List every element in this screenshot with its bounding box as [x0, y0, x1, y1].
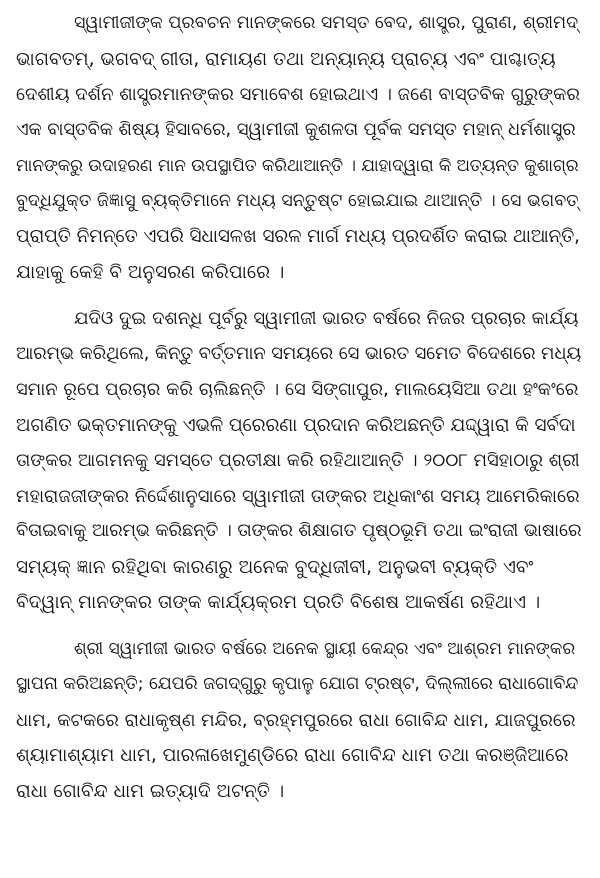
- text-line: ତାଙ୍କର ଆଗମନକୁ ସମସ୍ତେ ପ୍ରତୀକ୍ଷା କରି ରହିଥାଆନ୍ତି । ୨୦୦୮ ମସିହାଠାରୁ ଶ୍ରୀ: [16, 450, 580, 471]
- text-line: ରାଧା ଗୋବିନ୍ଦ ଧାମ ଇତ୍ୟାଦି ଅଟନ୍ତି ।: [16, 780, 285, 802]
- text-line: ଶ୍ରୀ ସ୍ୱାମୀଜୀ ଭାରତ ବର୍ଷରେ ଅନେକ ସ୍ଥାୟୀ କେନ୍ଦ୍ର ଏବଂ ଆଶ୍ରମ ମାନଙ୍କର: [74, 638, 576, 659]
- text-line: ଅଗଣିତ ଭକ୍ତମାନଙ୍କୁ ଏଭଳି ପ୍ରେରଣା ପ୍ରଦାନ କରିଅଛନ୍ତି ଯଦ୍ଦ୍ୱାରା କି ସର୍ବଦା: [16, 414, 576, 436]
- paragraph-3: [16, 632, 582, 810]
- text-line: ଯଦିଓ ଦୁଇ ଦଶନ୍ଧି ପୂର୍ବରୁ ସ୍ୱାମୀଜୀ ଭାରତ ବର୍ଷରେ ନିଜର ପ୍ରଚାର କାର୍ଯ୍ୟ: [74, 308, 579, 329]
- text-line: ଶ୍ୟାମାଶ୍ୟାମ ଧାମ, ପାରଳାଖେମୁଣ୍ଡିରେ ରାଧା ଗୋବିନ୍ଦ ଧାମ ତଥା କରଞ୍ଜିଆରେ: [16, 745, 569, 766]
- text-line: ସ୍ୱାମୀଜୀଙ୍କ ପ୍ରବଚନ ମାନଙ୍କରେ ସମସ୍ତ ବେଦ, ଶାସ୍ତ୍ର, ପୁରାଣ, ଶ୍ରୀମଦ୍: [74, 13, 579, 33]
- paragraph-1: [16, 6, 582, 290]
- text-line: ଭାଗବତମ୍, ଭଗବଦ୍ ଗୀତା, ରାମାୟଣ ତଥା ଅନ୍ୟାନ୍ୟ ପ୍ରାଚ୍ୟ ଏବଂ ପାଶ୍ଚାତ୍ୟ: [16, 48, 556, 70]
- text-line: ସ୍ଥାପନା କରିଅଛନ୍ତି; ଯେପରି ଜଗଦ୍‌ଗୁରୁ କୃପାଳୁ ଯୋଗ ଟ୍ରଷ୍ଟ, ଦିଲ୍ଲୀରେ ରାଧାଗୋବିନ୍ଦ: [16, 674, 579, 694]
- text-line: ମାନଙ୍କରୁ ଉଦାହରଣ ମାନ ଉପସ୍ଥାପିତ କରିଥାଆନ୍ତି । ଯାହାଦ୍ୱାରା କି ଅତ୍ୟନ୍ତ କୁଶାଗ୍ର: [16, 155, 579, 175]
- text-line: ଏକ ବାସ୍ତବିକ ଶିଷ୍ୟ ହିସାବରେ, ସ୍ୱାମୀଜୀ କୁଶଳତା ପୂର୍ବକ ସମସ୍ତ ମହାନ୍ ଧର୍ମଶାସ୍ତ୍ର: [16, 119, 576, 140]
- text-line: ଦେଶୀୟ ଦର୍ଶନ ଶାସ୍ତ୍ରମାନଙ୍କର ସମାବେଶ ହୋଇଥାଏ । ଜଣେ ବାସ୍ତବିକ ଗୁରୁଙ୍କର: [16, 84, 581, 105]
- text-line: ବିତାଇବାକୁ ଆରମ୍ଭ କରିଛନ୍ତି । ତାଙ୍କର ଶିକ୍ଷାଗତ ପୃଷ୍ଠଭୂମି ତଥା ଇଂରାଜୀ ଭାଷାରେ: [16, 521, 582, 541]
- text-line: ବିଦ୍ୱାନ୍ ମାନଙ୍କର ତାଙ୍କ କାର୍ଯ୍ୟକ୍ରମ ପ୍ରତି ବିଶେଷ ଆକର୍ଷଣ ରହିଥାଏ ।: [16, 592, 541, 613]
- text-line: ଧାମ, କଟକରେ ରାଧାକୃଷ୍ଣ ମନ୍ଦିର, ବ୍ରହ୍ମପୁରରେ ରାଧା ଗୋବିନ୍ଦ ଧାମ, ଯାଜପୁରରେ: [16, 709, 576, 731]
- text-line: ସମ୍ୟକ୍ ଜ୍ଞାନ ରହିଥିବା କାରଣରୁ ଅନେକ ବୁଦ୍ଧିଜୀବୀ, ଅନୁଭବୀ ବ୍ୟକ୍ତି ଏବଂ: [16, 556, 534, 578]
- text-line: ସମାନ ରୂପେ ପ୍ରଚାର କରି ଚାଲିଛନ୍ତି । ସେ ସିଙ୍ଗାପୁର, ମାଲୟେସିଆ ତଥା ହଂକଂରେ: [16, 379, 579, 400]
- text-line: ବୁଦ୍ଧିଯୁକ୍ତ ଜିଜ୍ଞାସୁ ବ୍ୟକ୍ତିମାନେ ମଧ୍ୟ ସନ୍ତୁଷ୍ଟ ହୋଇଯାଇ ଥାଆନ୍ତି । ସେ ଭଗବତ୍: [16, 190, 579, 211]
- text-line: ପ୍ରାପ୍ତି ନିମନ୍ତେ ଏପରି ସିଧାସଳଖ ସରଳ ମାର୍ଗ ମଧ୍ୟ ପ୍ରଦର୍ଶିତ କରାଇ ଥାଆନ୍ତି,: [16, 226, 580, 247]
- text-line: ମହାରାଜଜୀଙ୍କର ନିର୍ଦ୍ଦେଶାନୁସାରେ ସ୍ୱାମୀଜୀ ତାଙ୍କର ଅଧିକାଂଶ ସମୟ ଆମେରିକାରେ: [16, 485, 580, 507]
- text-line: ଯାହାକୁ କେହି ବି ଅନୁସରଣ କରିପାରେ ।: [16, 261, 285, 283]
- text-line: ଆରମ୍ଭ କରିଥିଲେ, କିନ୍ତୁ ବର୍ତ୍ତମାନ ସମୟରେ ସେ ଭାରତ ସମେତ ବିଦେଶରେ ମଧ୍ୟ: [16, 343, 581, 364]
- paragraph-2: [16, 301, 582, 621]
